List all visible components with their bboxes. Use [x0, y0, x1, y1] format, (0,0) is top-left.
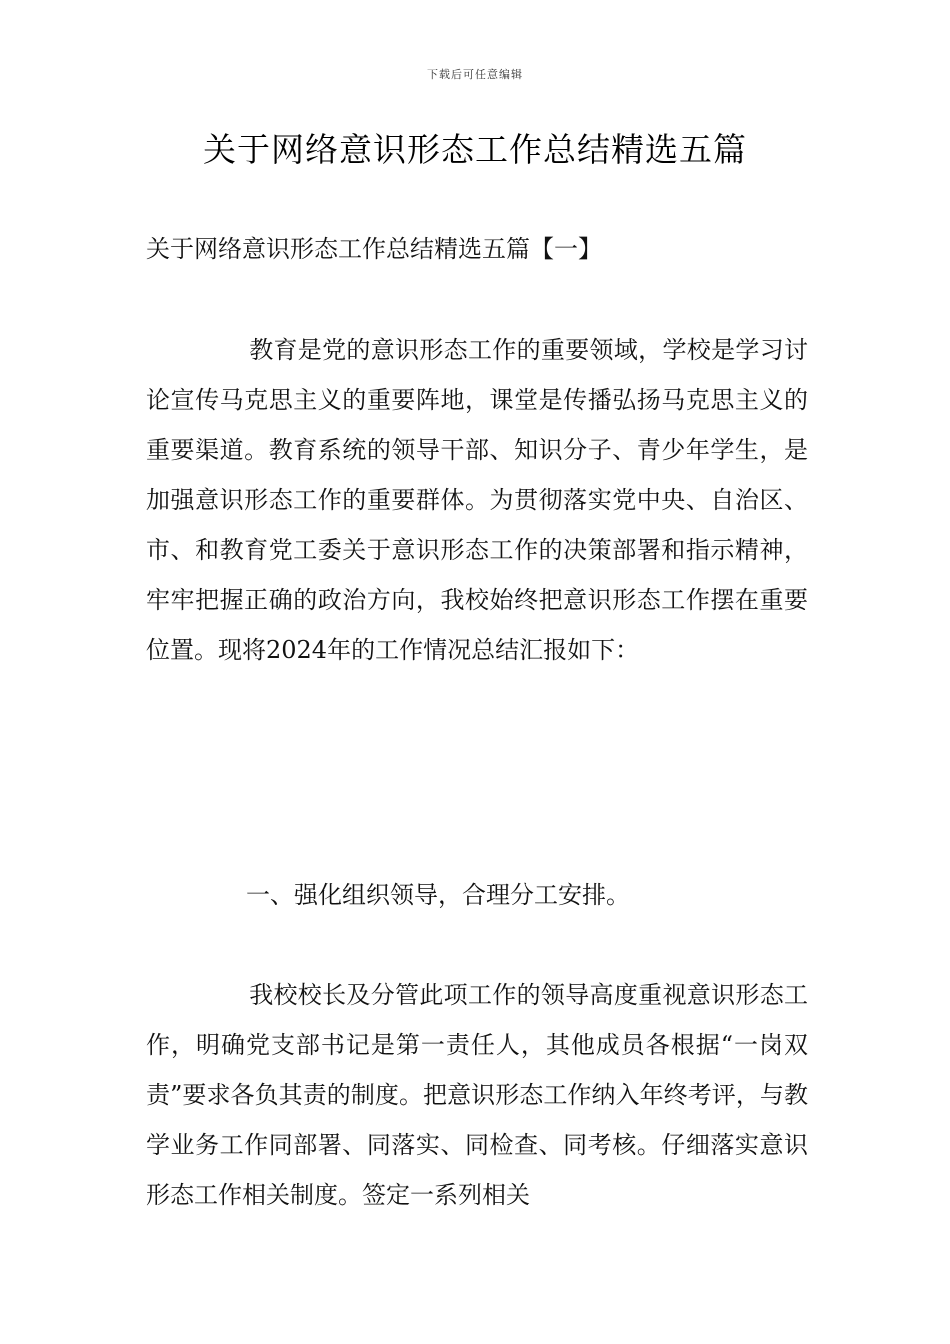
subheading-1: 一、强化组织领导，合理分工安排。 — [246, 881, 630, 909]
paragraph-1: 教育是党的意识形态工作的重要领域，学校是学习讨论宣传马克思主义的重要阵地，课堂是传播弘扬马克思主义的重要渠道。教育系统的领导干部、知识分子、青少年学生，是加强意识形态工作的重要群体。为贯彻落实党中央、自治区、市、和教育党工委关于意识形态工作的决策部署和指示精神，牢牢把握正确的政治方向，我校始终把意识形态工作摆在重要位置。现将2024年的工作情况总结汇报如下： — [146, 336, 808, 664]
section-heading: 关于网络意识形态工作总结精选五篇【一】 — [146, 235, 602, 263]
paragraph-2: 我校校长及分管此项工作的领导高度重视意识形态工作，明确党支部书记是第一责任人，其他成员各根据“一岗双责”要求各负其责的制度。把意识形态工作纳入年终考评，与教学业务工作同部署、同落实、同检查、同考核。仔细落实意识形态工作相关制度。签定一系列相关 — [146, 981, 808, 1209]
document-title: 关于网络意识形态工作总结精选五篇 — [203, 130, 747, 169]
header-note: 下载后可任意编辑 — [427, 68, 523, 81]
